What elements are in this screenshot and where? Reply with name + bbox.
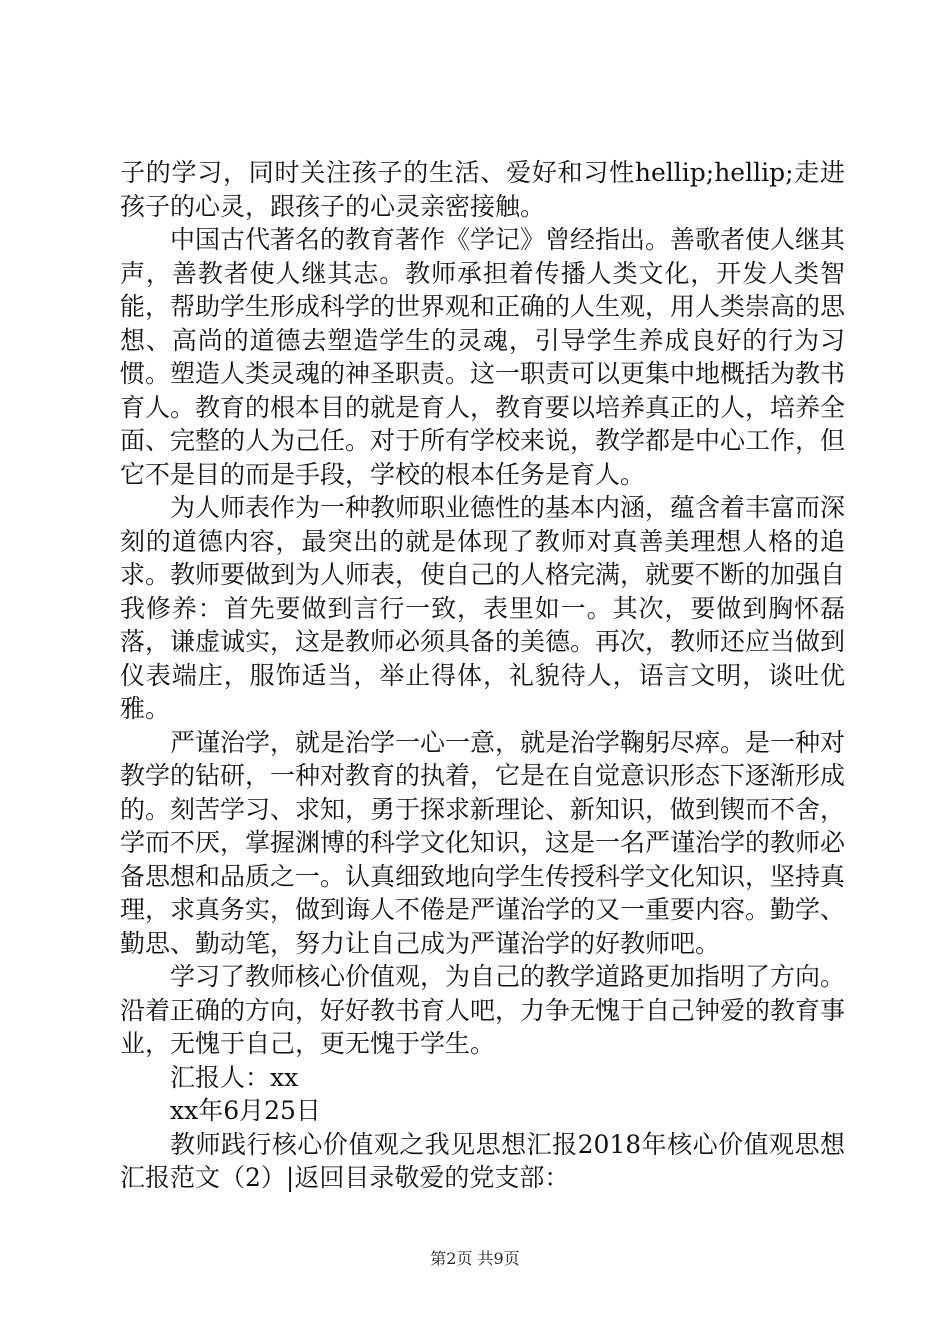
reporter-line: 汇报人：xx	[170, 1062, 299, 1092]
document-body	[120, 156, 845, 1195]
paragraph-5: 学习了教师核心价值观，为自己的教学道路更加指明了方向。沿着正确的方向，好好教书育人吧，力争无愧于自己钟爱的教育事业，无愧于自己，更无愧于学生。	[120, 962, 846, 1058]
page-footer: 第2页 共9页	[430, 1249, 520, 1268]
date-line: xx年6月25日	[170, 1096, 321, 1125]
next-section-heading: 教师践行核心价值观之我见思想汇报2018年核心价值观思想汇报范文（2）|返回目录敬爱的党支部：	[120, 1129, 845, 1192]
paragraph-4: 严谨治学，就是治学一心一意，就是治学鞠躬尽瘁。是一种对教学的钻研，一种对教育的执着，它是在自觉意识形态下逐渐形成的。刻苦学习、求知，勇于探求新理论、新知识，做到锲而不舍，学而不厌，掌握渊博的科学文化知识，这是一名严谨治学的教师必备思想和品质之一。认真细致地向学生传授科学文化知识，坚持真理，求真务实，做到诲人不倦是严谨治学的又一重要内容。勤学、勤思、勤动笔，努力让自己成为严谨治学的好教师吧。	[120, 727, 846, 958]
paragraph-1: 子的学习，同时关注孩子的生活、爱好和习性hellip;hellip;走进孩子的心灵，跟孩子的心灵亲密接触。	[120, 158, 845, 221]
paragraph-3: 为人师表作为一种教师职业德性的基本内涵，蕴含着丰富而深刻的道德内容，最突出的就是体现了教师对真善美理想人格的追求。教师要做到为人师表，使自己的人格完满，就要不断的加强自我修养：首先要做到言行一致，表里如一。其次，要做到胸怀磊落，谦虚诚实，这是教师必须具备的美德。再次，教师还应当做到仪表端庄，服饰适当，举止得体，礼貌待人，语言文明，谈吐优雅。	[120, 493, 846, 723]
paragraph-2: 中国古代著名的教育著作《学记》曾经指出。善歌者使人继其声，善教者使人继其志。教师承担着传播人类文化，开发人类智能，帮助学生形成科学的世界观和正确的人生观，用人类崇高的思想、高尚的道德去塑造学生的灵魂，引导学生养成良好的行为习惯。塑造人类灵魂的神圣职责。这一职责可以更集中地概括为教书育人。教育的根本目的就是育人，教育要以培养真正的人，培养全面、完整的人为己任。对于所有学校来说，教学都是中心工作，但它不是目的而是手段，学校的根本任务是育人。	[120, 225, 846, 489]
